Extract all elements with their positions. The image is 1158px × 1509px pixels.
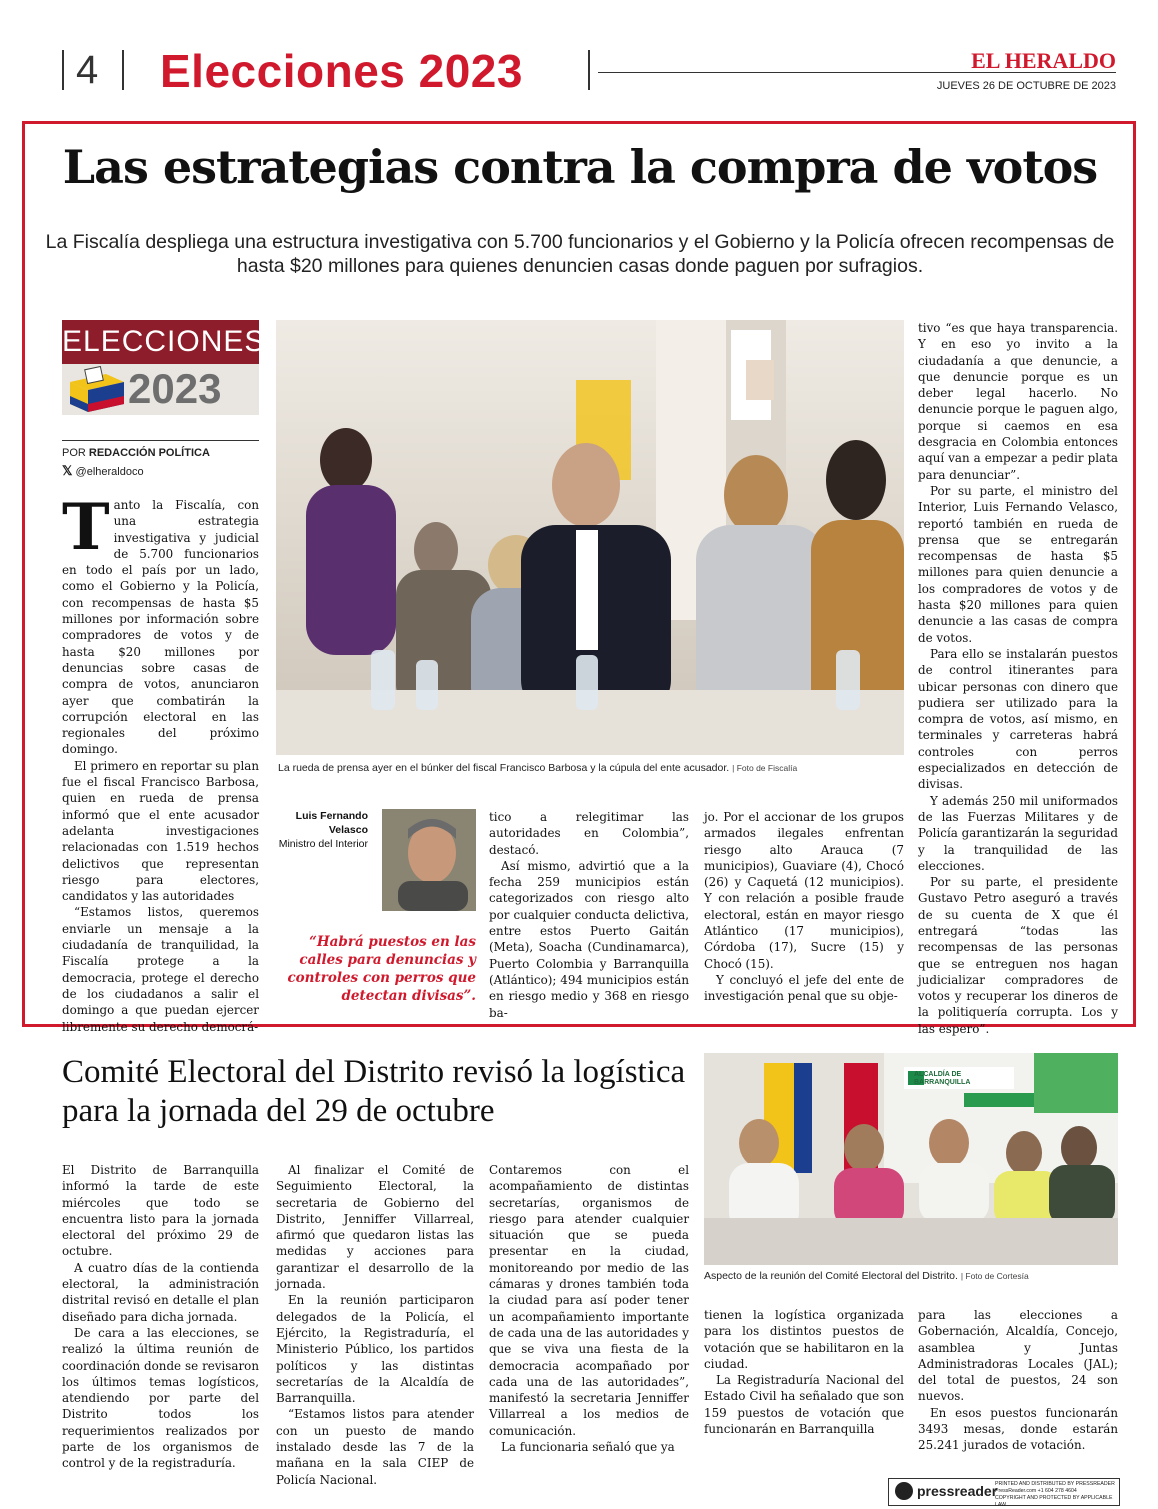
lead-column-4 xyxy=(918,320,1118,1037)
byline-author: REDACCIÓN POLÍTICA xyxy=(88,447,210,459)
section-title: Elecciones 2023 xyxy=(160,45,523,97)
main-caption-credit: | Foto de Fiscalía xyxy=(732,763,798,773)
c1-p2: A cuatro días de la contienda electoral, la administración distrital revisó en detalle el plan diseñado para dicha jornada. xyxy=(62,1260,259,1324)
second-column-1 xyxy=(62,1162,259,1472)
header-rule-right xyxy=(588,50,590,90)
header-rule-left xyxy=(62,50,64,90)
c3-p1: Contaremos con el acompañamiento de distintas secretarías, organismos de riesgo para atender cualquier situación que se pueda presentar en la ciudad, monitoreando por medio de las cámaras y drones también toda la ciudad para así poder tener un acompañamiento importante de cada una de las autoridades y que se viva una fiesta de la democracia acompañado por cada una de las autoridades”, manifestó la secretaria Jenniffer Villarreal a los medios de comunicación. xyxy=(489,1163,689,1438)
issue-date: JUEVES 26 DE OCTUBRE DE 2023 xyxy=(936,80,1116,92)
lead-headline: Las estrategias contra la compra de votos xyxy=(62,140,1098,194)
main-caption-text: La rueda de prensa ayer en el búnker del fiscal Francisco Barbosa y la cúpula del ente acusador. xyxy=(278,762,730,774)
main-photo-caption xyxy=(278,762,904,774)
ballot-box-icon xyxy=(66,366,128,414)
second-column-3 xyxy=(489,1162,689,1455)
c2-p3: “Estamos listos para atender con un puesto de mando instalado desde las 7 de la mañana en la sala CIEP de Policía Nacional. xyxy=(276,1407,474,1487)
col4-p5: Por su parte, el presidente Gustavo Petro aseguró a través de su cuenta de X que él entregará “todas las recompensas de las personas que se entreguen nos hagan judicializar compradores de votos y recuperar los dineros de la politiquería corrupta. Los y las espero”. xyxy=(918,875,1118,1036)
c2-p2: En la reunión participaron delegados de la Policía, el Ejército, la Registraduría, el Ministerio Público, los partidos políticos y las distintas secretarías de la Alcaldía de Barranquilla. xyxy=(276,1293,474,1406)
col1-p1: anto la Fiscalía, con una estrategia investigativa y judicial de 5.700 funcionarios en todo el país por un lado, como el Gobierno y la Policía, con recompensas de hasta $5 millones por información sobre compradores de votos y de hasta $20 millones por denuncias sobre casas de compra de votos, anunciaron ayer que combatirán la corrupción electoral en las regionales del próximo domingo. xyxy=(62,498,259,757)
portrait-illustration xyxy=(382,809,476,911)
committee-caption-text: Aspecto de la reunión del Comité Electoral del Distrito. xyxy=(704,1270,958,1282)
pressreader-icon xyxy=(895,1482,913,1500)
col4-p1: tivo “es que haya transparencia. Y en eso yo invito a la ciudadanía a que denuncie, a que denuncie porque es un deber legal hacerlo. No denuncie porque le paguen algo, porque si caemos en esa desgracia en Colombia entonces aquí van a empezar a pedir plata para denunciar”. xyxy=(918,321,1118,482)
col4-p2: Por su parte, el ministro del Interior, Luis Fernando Velasco, reportó también en rueda de prensa que se entregarán recompensas de hasta $5 millones para quien denuncie a los compradores de votos y de hasta $20 millones para quien denuncie a las casas de compra de votos. xyxy=(918,483,1118,645)
c4-p2: La Registraduría Nacional del Estado Civil ha señalado que son 159 puestos de votación que funcionarán en Barranquilla xyxy=(704,1373,904,1437)
elecciones-logo xyxy=(62,320,266,415)
col2-p2: Así mismo, advirtió que a la fecha 259 municipios están categorizados con riesgo alto por cualquier conducta delictiva, entre estos Puerto Gaitán (Meta), Soacha (Cundinamarca), Puerto Colombia y Barranquilla (Atlántico); 494 municipios están en riesgo medio y 368 en riesgo ba- xyxy=(489,858,689,1020)
inset-role: Ministro del Interior xyxy=(278,838,368,850)
second-column-5 xyxy=(918,1307,1118,1454)
pressreader-logo: pressreader xyxy=(917,1483,998,1499)
committee-photo-sign: ALCALDÍA DE BARRANQUILLA xyxy=(914,1071,971,1086)
second-column-2 xyxy=(276,1162,474,1488)
fine-line-3: COPYRIGHT AND PROTECTED BY APPLICABLE LAW xyxy=(995,1495,1113,1508)
col4-p4: Y además 250 mil uniformados de las Fuerzas Militares y de Policía garantizarán la seguridad y la tranquilidad de las elecciones. xyxy=(918,793,1118,873)
committee-illustration xyxy=(704,1053,1118,1265)
c4-p1: tienen la logística organizada para los distintos puestos de votación que se habilitaron en la ciudad. xyxy=(704,1308,904,1371)
lead-column-1 xyxy=(62,490,259,1035)
c1-p1: El Distrito de Barranquilla informó la tarde de este miércoles que todo se encuentra listo para la jornada electoral del próximo 29 de octubre. xyxy=(62,1163,259,1259)
byline-handle-row xyxy=(62,463,144,479)
brand-logo: EL HERALDO xyxy=(971,48,1116,73)
press-conference-photo xyxy=(276,320,904,755)
x-logo-icon: 𝕏 xyxy=(62,463,73,478)
col2-p1: tico a relegitimar las autoridades en Colombia”, destacó. xyxy=(489,810,689,857)
col1-p2: El primero en reportar su plan fue el fiscal Francisco Barbosa, quien en rueda de prensa informó que el ente acusador adelanta investigaciones relacionadas con 1.519 hechos delictivos que representan riesgo para electores, candidatos y las autoridades xyxy=(62,758,259,904)
byline-prefix: POR xyxy=(62,447,86,459)
col4-p3: Para ello se instalarán puestos de control itinerantes para ubicar personas con dinero que pudiera ser utilizado para la compra de votos, así mismo, en terminales y carreteras habrá controles con perros especializados en detección de divisas. xyxy=(918,646,1118,792)
press-conference-illustration xyxy=(276,320,904,755)
logo-year: 2023 xyxy=(128,365,222,412)
lead-column-2 xyxy=(489,809,689,1021)
byline-handle: @elheraldoco xyxy=(75,466,144,478)
pressreader-badge xyxy=(888,1478,1120,1506)
drop-cap: T xyxy=(62,490,110,565)
committee-caption-credit: | Foto de Cortesía xyxy=(960,1271,1029,1281)
page-number: 4 xyxy=(76,48,99,92)
pressreader-fineprint xyxy=(995,1481,1117,1509)
inset-name: Luis Fernando Velasco xyxy=(295,810,368,836)
c1-p3: De cara a las elecciones, se realizó la última reunión de coordinación donde se revisaron los últimos temas logísticos, atendiendo por parte del Distrito todos los requerimientos realizados por parte de los organismos de control y de la registraduría. xyxy=(62,1325,259,1471)
inset-person xyxy=(270,809,368,851)
col1-p3: “Estamos listos, queremos enviarle un mensaje a la ciudadanía de tranquilidad, la Fiscalía protege a la democracia, protege el derecho de los ciudadanos a salir el domingo a que puedan ejercer libremente su derecho democrá- xyxy=(62,905,259,1034)
col3-p1: jo. Por el accionar de los grupos armados ilegales enfrentan riesgo alto Arauca (7 municipios), Guaviare (4), Chocó (26) y Caquetá (12 municipios). Y con relación a posible fraude electoral, están en mayor riesgo Atlántico (17 municipios), Córdoba (17), Sucre (15) y Chocó (15). xyxy=(704,810,904,971)
byline xyxy=(62,447,210,459)
col3-p2: Y concluyó el jefe del ente de investigación penal que su obje- xyxy=(704,972,904,1004)
header-rule-mid xyxy=(122,50,124,90)
fine-line-1: PRINTED AND DISTRIBUTED BY PRESSREADER xyxy=(995,1481,1115,1487)
second-column-4 xyxy=(704,1307,904,1437)
c5-p2: En esos puestos funcionarán 3493 mesas, donde estarán 25.241 jurados de votación. xyxy=(918,1405,1118,1453)
c2-p1: Al finalizar el Comité de Seguimiento Electoral, la secretaria de Gobierno del Distrito, Jenniffer Villarreal, afirmó que quedaron listas las medidas y acciones para garantizar el desarrollo de la jornada. xyxy=(276,1163,474,1292)
committee-photo xyxy=(704,1053,1118,1265)
logo-label: ELECCIONES xyxy=(62,320,259,364)
lead-subtitle: La Fiscalía despliega una estructura investigativa con 5.700 funcionarios y el Gobierno y la Policía ofrecen recompensas de hasta $20 millones para quienes denuncien casas donde paguen por sufragios. xyxy=(45,231,1115,277)
fine-line-2: PressReader.com +1 604 278 4604 xyxy=(995,1488,1077,1494)
second-headline: Comité Electoral del Distrito revisó la logística para la jornada del 29 de octubre xyxy=(62,1054,686,1129)
byline-rule xyxy=(62,440,259,441)
lead-column-3 xyxy=(704,809,904,1005)
c5-p1: para las elecciones a Gobernación, Alcaldía, Concejo, asamblea y Juntas Administradoras Locales (JAL); del total de puestos, 24 son nuevos. xyxy=(918,1308,1118,1404)
velasco-portrait xyxy=(382,809,476,911)
committee-photo-caption xyxy=(704,1270,1118,1282)
pull-quote: “Habrá puestos en las calles para denuncias y controles con perros que detectan divisas”. xyxy=(287,934,476,1004)
c3-p2: La funcionaria señaló que ya xyxy=(501,1440,675,1455)
